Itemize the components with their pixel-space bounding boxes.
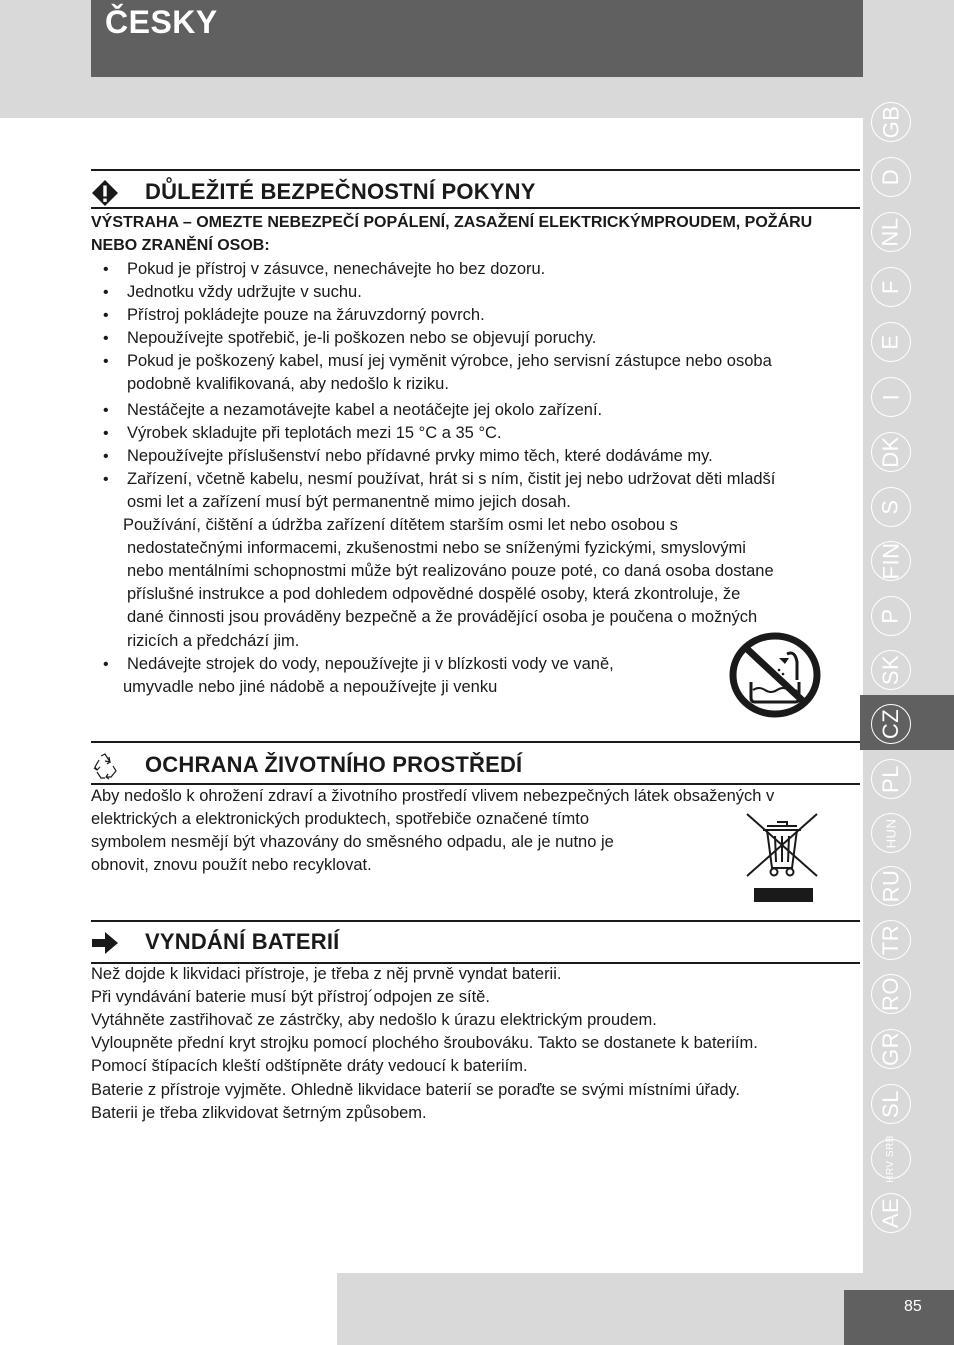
list-item-continuation: osmi let a zařízení musí být permanentně mimo jejich dosah. — [127, 493, 571, 511]
lang-tab-s[interactable]: S — [871, 487, 911, 527]
lang-tab-nl[interactable]: NL — [871, 212, 911, 252]
list-item-continuation: Používání, čištění a údržba zařízení dítětem starším osmi let nebo osobou s — [123, 516, 678, 534]
list-item-continuation: umyvadle nebo jiné nádobě a nepoužívejte ji venku — [123, 678, 498, 696]
bullet: • — [103, 402, 109, 419]
lang-tab-ae[interactable]: AE — [871, 1193, 911, 1233]
list-item: Nepoužívejte příslušenství nebo přídavné prvky mimo těch, které dodáváme my. — [127, 447, 713, 465]
bullet: • — [103, 307, 109, 324]
paragraph-line: Než dojde k likvidaci přístroje, je třeba z něj prvně vyndat baterii. — [91, 965, 562, 983]
crossed-bin-icon — [745, 812, 819, 904]
paragraph-line: Při vyndávání baterie musí být přístroj´odpojen ze sítě. — [91, 988, 490, 1006]
recycle-icon — [91, 752, 119, 780]
paragraph-line: obnovit, znovu použít nebo recyklovat. — [91, 856, 372, 874]
section-rule — [91, 207, 860, 209]
bullet: • — [103, 353, 109, 370]
bullet: • — [103, 471, 109, 488]
list-item: Výrobek skladujte při teplotách mezi 15 °C a 35 °C. — [127, 424, 502, 442]
list-item-continuation: příslušné instrukce a pod dohledem odpovědné dospělé osoby, která zkontroluje, že — [127, 585, 741, 603]
list-item: Nepoužívejte spotřebič, je-li poškozen nebo se objevují poruchy. — [127, 329, 597, 347]
lang-tab-ro[interactable]: RO — [871, 974, 911, 1014]
paragraph-line: Pomocí štípacích kleští odštípněte dráty vedoucí k bateriím. — [91, 1057, 528, 1075]
paragraph-line: elektrických a elektronických produktech, spotřebiče označené tímto — [91, 810, 589, 828]
warning-text: NEBO ZRANĚNÍ OSOB: — [91, 237, 270, 254]
list-item: Zařízení, včetně kabelu, nesmí používat, hrát si s ním, čistit jej nebo udržovat děti mladší — [127, 470, 776, 488]
section-rule — [91, 169, 860, 171]
paragraph-line: symbolem nesmějí být vhazovány do směsného odpadu, ale je nutno je — [91, 833, 614, 851]
lang-tab-fin[interactable]: FIN — [871, 541, 911, 581]
lang-tab-d[interactable]: D — [871, 157, 911, 197]
paragraph-line: Aby nedošlo k ohrožení zdraví a životního prostředí vlivem nebezpečných látek obsažených v — [91, 787, 775, 805]
warning-text: VÝSTRAHA – OMEZTE NEBEZPEČÍ POPÁLENÍ, ZASAŽENÍ ELEKTRICKÝMPROUDEM, POŽÁRU — [91, 214, 813, 231]
section-rule — [91, 741, 860, 743]
lang-tab-gr[interactable]: GR — [871, 1029, 911, 1069]
list-item-continuation: rizicích a předchází jim. — [127, 632, 300, 650]
bullet: • — [103, 425, 109, 442]
list-item-continuation: podobně kvalifikovaná, aby nedošlo k riziku. — [127, 375, 449, 393]
paragraph-line: Vytáhněte zastřihovač ze zástrčky, aby nedošlo k úrazu elektrickým proudem. — [91, 1011, 657, 1029]
warning-icon — [91, 179, 119, 207]
lang-tab-f[interactable]: F — [871, 267, 911, 307]
lang-tab-sl[interactable]: SL — [871, 1084, 911, 1124]
lang-tab-i[interactable]: I — [871, 377, 911, 417]
list-item: Nedávejte strojek do vody, nepoužívejte ji v blízkosti vody ve vaně, — [127, 655, 614, 673]
list-item: Pokud je přístroj v zásuvce, nenechávejte ho bez dozoru. — [127, 260, 546, 278]
lang-tab-dk[interactable]: DK — [871, 432, 911, 472]
section-rule — [91, 920, 860, 922]
no-water-icon — [729, 632, 821, 718]
bullet: • — [103, 284, 109, 301]
paragraph-line: Baterie z přístroje vyjměte. Ohledně likvidace baterií se poraďte se svými místními úřady. — [91, 1081, 741, 1099]
page-number: 85 — [904, 1298, 922, 1315]
list-item-continuation: dané činnosti jsou prováděny bezpečně a že provádějící osoba je poučena o možných — [127, 608, 758, 626]
list-item: Jednotku vždy udržujte v suchu. — [127, 283, 362, 301]
section-title-safety: DŮLEŽITÉ BEZPEČNOSTNÍ POKYNY — [145, 179, 536, 204]
lang-tab-e[interactable]: E — [871, 322, 911, 362]
list-item: Přístroj pokládejte pouze na žáruvzdorný povrch. — [127, 306, 485, 324]
lang-tab-ru[interactable]: RU — [871, 866, 911, 906]
lang-tab-tr[interactable]: TR — [871, 920, 911, 960]
lang-tab-sk[interactable]: SK — [871, 650, 911, 690]
lang-tab-cz[interactable]: CZ — [871, 704, 911, 744]
lang-tab-hun[interactable]: HUN — [871, 813, 911, 853]
list-item-continuation: nebo mentálními schopnostmi může být realizováno pouze poté, co daná osoba dostane — [127, 562, 774, 580]
list-item: Nestáčejte a nezamotávejte kabel a neotáčejte jej okolo zařízení. — [127, 401, 603, 419]
bullet: • — [103, 656, 109, 673]
bottom-band — [337, 1273, 863, 1345]
section-title-battery: VYNDÁNÍ BATERIÍ — [145, 929, 340, 954]
bullet: • — [103, 330, 109, 347]
paragraph-line: Vyloupněte přední kryt strojku pomocí plochého šroubováku. Takto se dostanete k bateriím. — [91, 1034, 758, 1052]
bullet: • — [103, 261, 109, 278]
lang-tab-gb[interactable]: GB — [871, 102, 911, 142]
page-number-box — [844, 1290, 954, 1345]
lang-tab-hrv-srb[interactable]: HRV SRB — [871, 1139, 911, 1179]
arrow-right-icon — [91, 929, 119, 957]
lang-tab-p[interactable]: P — [871, 596, 911, 636]
paragraph-line: Baterii je třeba zlikvidovat šetrným způsobem. — [91, 1104, 427, 1122]
list-item-continuation: nedostatečnými informacemi, zkušenostmi nebo se sníženými fyzickými, smyslovými — [127, 539, 746, 557]
header-bar — [91, 0, 863, 77]
list-item: Pokud je poškozený kabel, musí jej vyměnit výrobce, jeho servisní zástupce nebo osoba — [127, 352, 772, 370]
bullet: • — [103, 448, 109, 465]
section-title-environment: OCHRANA ŽIVOTNÍHO PROSTŘEDÍ — [145, 752, 523, 777]
page-title: ČESKY — [105, 4, 218, 40]
lang-tab-pl[interactable]: PL — [871, 759, 911, 799]
